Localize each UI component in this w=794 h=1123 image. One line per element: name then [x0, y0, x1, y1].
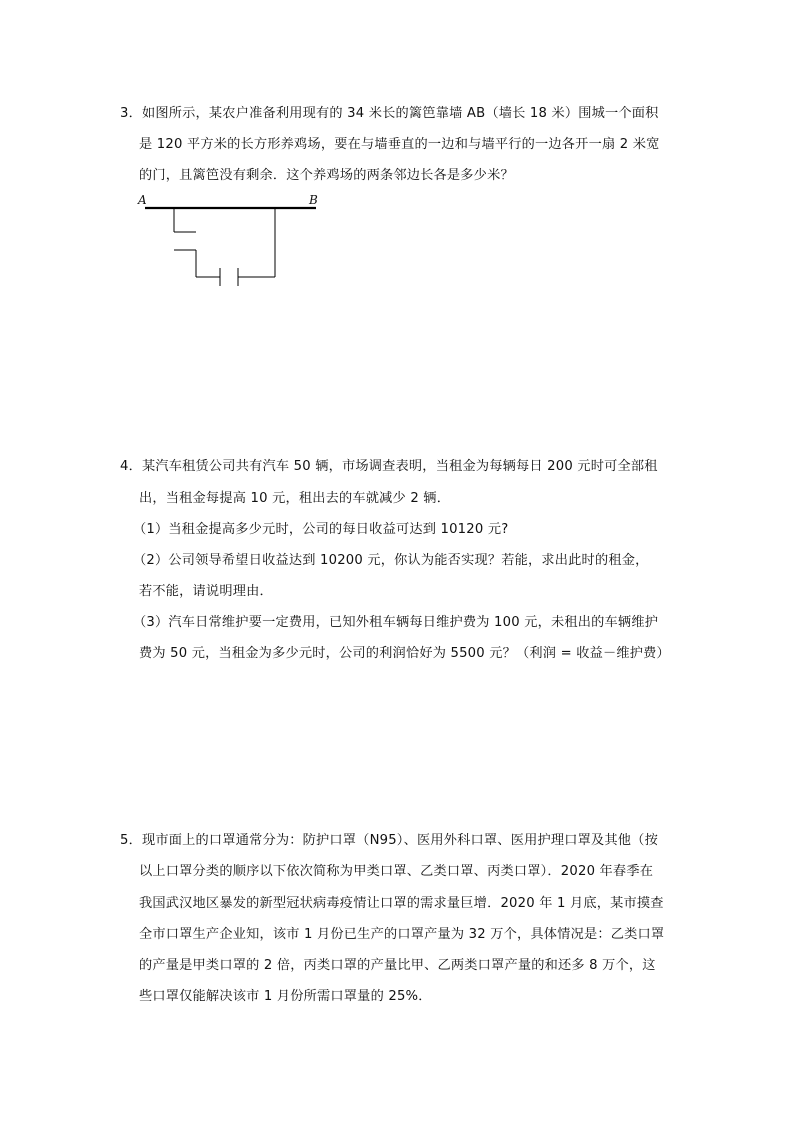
- problem-5-line-6: 些口罩仅能解决该市 1 月份所需口罩量的 25%．: [139, 989, 432, 1004]
- problem-4-line-2: 出，当租金每提高 10 元，租出去的车就减少 2 辆．: [139, 491, 451, 506]
- problem-5-line-3: 我国武汉地区暴发的新型冠状病毒疫情让口罩的需求量巨增．2020 年 1 月底，某市摸查: [139, 896, 664, 911]
- problem-4-part-2-cont: 若不能，请说明理由．: [139, 584, 273, 599]
- chicken-farm-diagram: [140, 200, 320, 290]
- problem-4-part-2: （2）公司领导希望日收益达到 10200 元，你认为能否实现？若能，求出此时的租金，: [133, 553, 649, 568]
- problem-5-line-2: 以上口罩分类的顺序以下依次简称为甲类口罩、乙类口罩、丙类口罩）．2020 年春季在: [139, 864, 654, 879]
- problem-4-part-1: （1）当租金提高多少元时，公司的每日收益可达到 10120 元?: [133, 522, 509, 537]
- problem-3-line-3: 的门，且篱笆没有剩余．这个养鸡场的两条邻边长各是多少米？: [139, 168, 514, 183]
- figure-label-b: B: [309, 193, 318, 207]
- problem-4-part-3-cont: 费为 50 元，当租金为多少元时，公司的利润恰好为 5500 元？（利润 = 收益－维护费）: [139, 646, 670, 661]
- problem-5-line-4: 全市口罩生产企业知，该市 1 月份已生产的口罩产量为 32 万个，具体情况是：乙类口罩: [139, 927, 665, 942]
- problem-5-line-1: 5．现市面上的口罩通常分为：防护口罩（N95）、医用外科口罩、医用护理口罩及其他（按: [120, 833, 658, 848]
- problem-3-line-1: 3．如图所示，某农户准备利用现有的 34 米长的篱笆靠墙 AB（墙长 18 米）围城一个面积: [120, 106, 659, 121]
- figure-label-a: A: [138, 193, 147, 207]
- problem-5-line-5: 的产量是甲类口罩的 2 倍，丙类口罩的产量比甲、乙两类口罩产量的和还多 8 万个，这: [139, 958, 656, 973]
- problem-3-line-2: 是 120 平方米的长方形养鸡场，要在与墙垂直的一边和与墙平行的一边各开一扇 2 米宽: [139, 137, 660, 152]
- problem-4-part-3: （3）汽车日常维护要一定费用，已知外租车辆每日维护费为 100 元，未租出的车辆维护: [133, 615, 659, 630]
- problem-4-line-1: 4．某汽车租赁公司共有汽车 50 辆，市场调查表明，当租金为每辆每日 200 元时可全部租: [120, 459, 658, 474]
